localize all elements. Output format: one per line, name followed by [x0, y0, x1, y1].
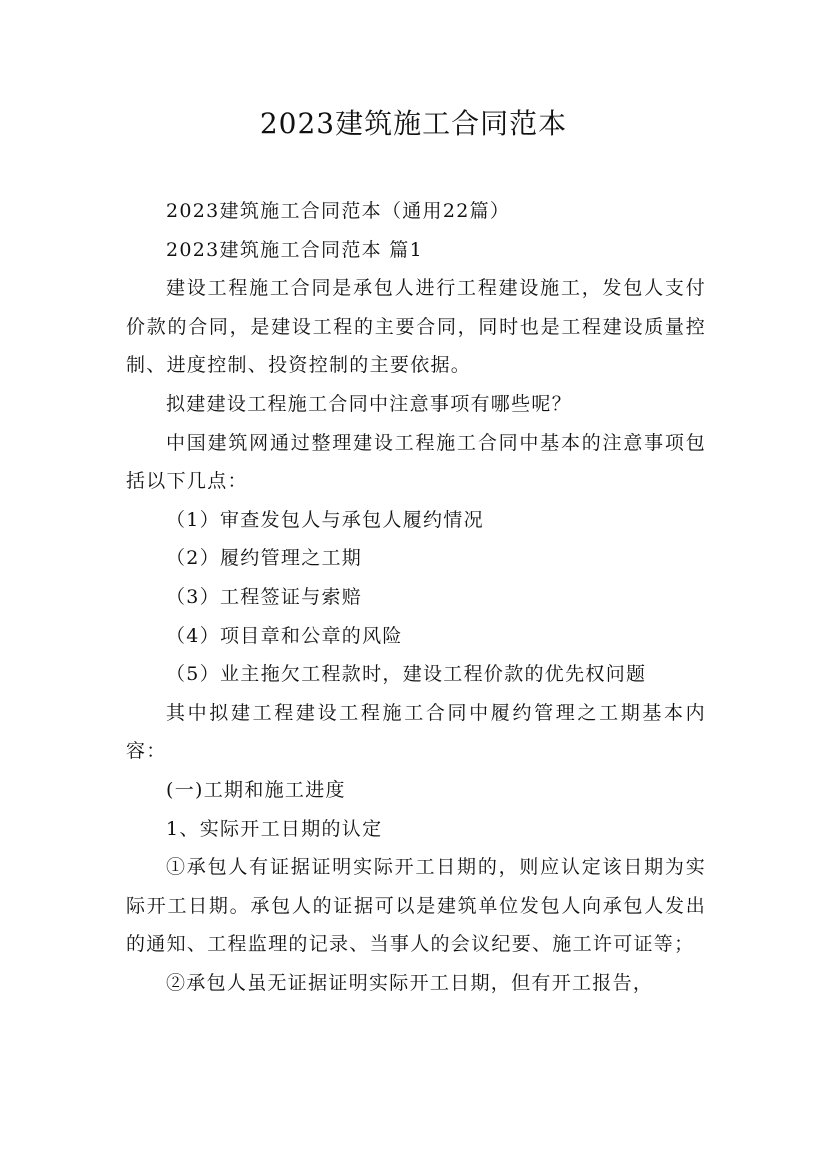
paragraph-intro: 建设工程施工合同是承包人进行工程建设施工，发包人支付价款的合同，是建设工程的主要合同，同时也是工程建设质量控制、进度控制、投资控制的主要依据。: [126, 277, 706, 377]
paragraph-subheading: (一)工期和施工进度: [166, 778, 346, 801]
list-item: （4）项目章和公章的风险: [166, 624, 403, 647]
paragraph-summary: 中国建筑网通过整理建设工程施工合同中基本的注意事项包括以下几点：: [126, 431, 706, 493]
paragraph-subtitle: 2023建筑施工合同范本（通用22篇）: [166, 200, 511, 222]
list-item: （3）工程签证与索赔: [166, 585, 363, 608]
paragraph-clause: ①承包人有证据证明实际开工日期的，则应认定该日期为实际开工日期。承包人的证据可以是建筑单位发包人向承包人发出的通知、工程监理的记录、当事人的会议纪要、施工许可证等；: [126, 856, 706, 956]
list-item: （1）审查发包人与承包人履约情况: [166, 508, 484, 531]
list-item: （2）履约管理之工期: [166, 547, 363, 570]
paragraph-section-heading: 2023建筑施工合同范本 篇1: [166, 238, 423, 261]
list-item: （5）业主拖欠工程款时，建设工程价款的优先权问题: [166, 663, 647, 686]
paragraph-subheading: 1、实际开工日期的认定: [166, 817, 383, 840]
document-body: [126, 192, 706, 1002]
document-title: 2023建筑施工合同范本: [259, 107, 568, 140]
paragraph-basic-content: 其中拟建工程建设工程施工合同中履约管理之工期基本内容：: [126, 701, 706, 763]
paragraph-question: 拟建建设工程施工合同中注意事项有哪些呢？: [166, 392, 573, 415]
paragraph-clause: ②承包人虽无证据证明实际开工日期，但有开工报告，: [166, 971, 654, 994]
